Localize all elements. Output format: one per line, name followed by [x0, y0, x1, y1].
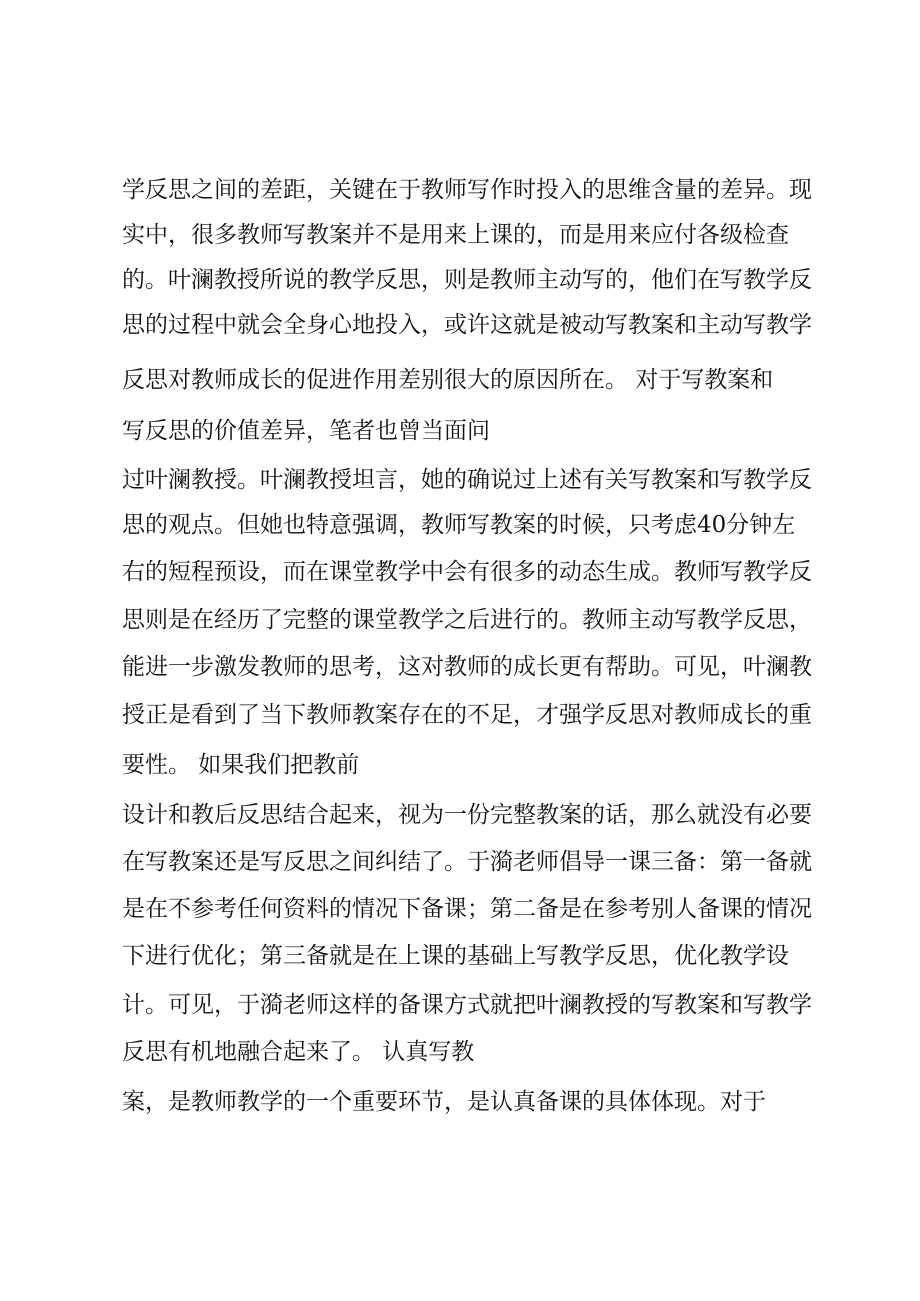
text-line-2: 实中，很多教师写教案并不是用来上课的，而是用来应付各级检查	[122, 222, 789, 248]
text-line-3: 的。叶澜教授所说的教学反思，则是教师主动写的，他们在写教学反	[122, 267, 812, 293]
text-line-5: 反思对教师成长的促进作用差别很大的原因所在。 对于写教案和	[122, 367, 774, 393]
text-line-8: 思的观点。但她也特意强调，教师写教案的时候，只考虑40分钟左	[122, 512, 796, 538]
text-line-17: 下进行优化；第三备就是在上课的基础上写教学反思，优化教学设	[122, 943, 789, 969]
text-line-20: 案，是教师教学的一个重要环节，是认真备课的具体体现。对于	[122, 1089, 766, 1115]
text-line-11: 能进一步激发教师的思考，这对教师的成长更有帮助。可见，叶澜教	[122, 654, 812, 680]
text-line-7: 过叶澜教授。叶澜教授坦言，她的确说过上述有关写教案和写教学反	[122, 467, 812, 493]
text-line-1: 学反思之间的差距，关键在于教师写作时投入的思维含量的差异。现	[122, 177, 812, 203]
text-line-9: 右的短程预设，而在课堂教学中会有很多的动态生成。教师写教学反	[122, 559, 812, 585]
text-line-14: 设计和教后反思结合起来，视为一份完整教案的话，那么就没有必要	[122, 802, 812, 828]
text-line-16: 是在不参考任何资料的情况下备课；第二备是在参考别人备课的情况	[122, 896, 812, 922]
text-line-13: 要性。 如果我们把教前	[122, 752, 360, 778]
text-line-4: 思的过程中就会全身心地投入，或许这就是被动写教案和主动写教学	[122, 312, 812, 338]
text-line-12: 授正是看到了当下教师教案存在的不足，才强学反思对教师成长的重	[122, 702, 812, 728]
text-line-19: 反思有机地融合起来了。 认真写教	[122, 1039, 475, 1065]
text-line-18: 计。可见，于漪老师这样的备课方式就把叶澜教授的写教案和写教学	[122, 992, 812, 1018]
text-line-10: 思则是在经历了完整的课堂教学之后进行的。教师主动写教学反思，	[122, 607, 812, 633]
text-line-6: 写反思的价值差异，笔者也曾当面问	[122, 418, 490, 444]
text-line-15: 在写教案还是写反思之间纠结了。于漪老师倡导一课三备：第一备就	[122, 849, 812, 875]
